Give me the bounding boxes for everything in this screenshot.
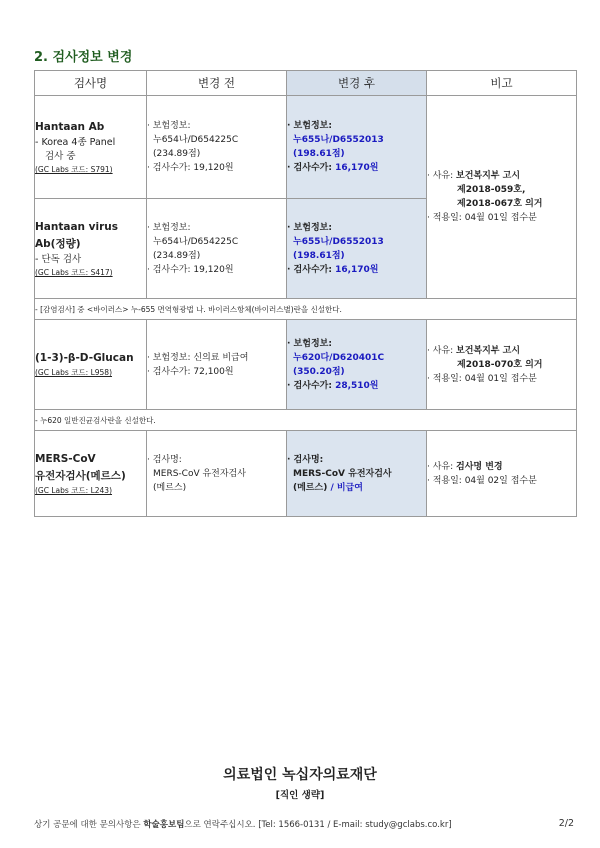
test-sub: - Korea 4종 Panel <box>35 136 116 148</box>
page-number: 2/2 <box>558 818 574 829</box>
remark-reason-label: · 사유: <box>427 345 457 356</box>
test-name: MERS-CoV <box>35 452 96 465</box>
remark-reason-value: 보건복지부 고시 <box>456 345 521 356</box>
after-fee-label: · 검사수가: <box>287 380 332 391</box>
contact-prefix: 상기 공문에 대한 문의사항은 <box>34 820 144 830</box>
test-sub: - 단독 검사 <box>35 253 82 265</box>
after-line: · 검사명: <box>287 454 324 465</box>
before-line: (234.89점) <box>153 149 201 159</box>
table-row <box>35 96 577 199</box>
test-name: Ab(정량) <box>35 237 81 250</box>
after-line: (350.20점) <box>293 366 345 377</box>
header-after: 변경 후 <box>287 71 427 96</box>
before-line: 누654나/D654225C <box>153 236 239 247</box>
after-line: · 보험정보: <box>287 338 332 349</box>
before-cell <box>147 431 287 517</box>
note-row <box>35 410 577 431</box>
test-name: (1-3)-β-D-Glucan <box>35 352 134 364</box>
remark-reason-value: 검사명 변경 <box>456 461 503 472</box>
remark-date: · 적용일: 04월 01일 접수분 <box>427 213 537 223</box>
section-title: 2. 검사정보 변경 <box>34 50 133 65</box>
before-cell <box>147 199 287 299</box>
after-line: (198.61점) <box>293 149 345 159</box>
remark-cell-mers <box>427 431 577 517</box>
contact-team: 학술홍보팀 <box>143 820 185 830</box>
note-row <box>35 299 577 320</box>
header-test-name: 검사명 <box>35 71 147 96</box>
after-line: 누655나/D6552013 <box>293 236 384 247</box>
after-line: · 보험정보: <box>287 121 332 131</box>
table-row <box>35 431 577 517</box>
after-fee-label: · 검사수가: <box>287 163 332 173</box>
before-line: · 보험정보: <box>147 222 191 233</box>
after-cell <box>287 431 427 517</box>
before-line: · 검사수가: 19,120원 <box>147 163 234 173</box>
remark-reason-label: · 사유: <box>427 461 457 472</box>
test-change-table <box>34 70 577 517</box>
footer-contact <box>34 818 452 830</box>
after-fee-value: 16,170원 <box>335 163 379 173</box>
after-cell <box>287 96 427 199</box>
after-line: (198.61점) <box>293 250 345 261</box>
test-name: 유전자검사(메르스) <box>35 469 126 482</box>
after-line: 누620다/D620401C <box>293 352 385 363</box>
test-code: (GC Labs 코드: L243) <box>35 485 113 495</box>
before-line: · 보험정보: <box>147 121 191 131</box>
remark-continuation: 제2018-059호, <box>457 185 526 195</box>
after-line: · 보험정보: <box>287 222 332 233</box>
before-line: (메르스) <box>153 482 187 493</box>
before-line: · 검사수가: 19,120원 <box>147 264 234 275</box>
after-line: MERS-CoV 유전자검사 <box>293 468 392 479</box>
test-name-cell <box>35 199 147 299</box>
test-code: (GC Labs 코드: S417) <box>35 267 113 277</box>
remark-date: · 적용일: 04월 02일 접수분 <box>427 475 537 486</box>
before-line: · 검사수가: 72,100원 <box>147 366 234 377</box>
remark-continuation: 제2018-067호 의거 <box>457 199 543 209</box>
test-name-cell <box>35 96 147 199</box>
test-code: (GC Labs 코드: L958) <box>35 368 113 377</box>
before-cell <box>147 96 287 199</box>
footer-organization: 의료법인 녹십자의료재단 <box>223 767 377 783</box>
remark-cell-hantaan <box>427 96 577 299</box>
after-cell <box>287 199 427 299</box>
before-line: · 검사명: <box>147 454 182 465</box>
after-fee-value: 28,510원 <box>335 380 379 391</box>
remark-continuation: 제2018-070호 의거 <box>457 359 543 370</box>
after-line: (메르스) <box>293 482 328 493</box>
remark-reason-value: 보건복지부 고시 <box>456 171 521 181</box>
test-code: (GC Labs 코드: S791) <box>35 164 113 174</box>
note-text: - [감염검사] 중 <바이러스> 누-655 면역형광법 나. 바이러스항체(바이러스별)란을 신설한다. <box>35 299 577 320</box>
footer-seal-omitted: [직인 생략] <box>275 790 325 801</box>
before-line: · 보험정보: 신의료 비급여 <box>147 352 249 363</box>
after-cell <box>287 320 427 410</box>
after-fee-label: · 검사수가: <box>287 264 332 275</box>
remark-date: · 적용일: 04월 01일 접수분 <box>427 373 537 384</box>
header-before: 변경 전 <box>147 71 287 96</box>
before-cell <box>147 320 287 410</box>
after-line: 누655나/D6552013 <box>293 135 384 145</box>
test-name-cell <box>35 431 147 517</box>
before-line: (234.89점) <box>153 250 201 261</box>
contact-suffix: 으로 연락주십시오. [Tel: 1566-0131 / E-mail: study@gclabs.co.kr] <box>184 820 452 830</box>
before-line: MERS-CoV 유전자검사 <box>153 468 246 479</box>
table-row <box>35 320 577 410</box>
test-name: Hantaan virus <box>35 220 119 233</box>
test-name-cell <box>35 320 147 410</box>
before-line: 누654나/D654225C <box>153 135 239 145</box>
note-text: - 누620 일반진균검사란을 신설한다. <box>35 410 577 431</box>
after-fee-value: 16,170원 <box>335 264 379 275</box>
test-name: Hantaan Ab <box>35 120 105 133</box>
remark-reason-label: · 사유: <box>427 171 457 181</box>
remark-cell-glucan <box>427 320 577 410</box>
table-header-row <box>35 71 577 96</box>
test-sub: 검사 중 <box>45 150 76 162</box>
after-non-covered: / 비급여 <box>327 482 363 493</box>
header-remarks: 비고 <box>427 71 577 96</box>
